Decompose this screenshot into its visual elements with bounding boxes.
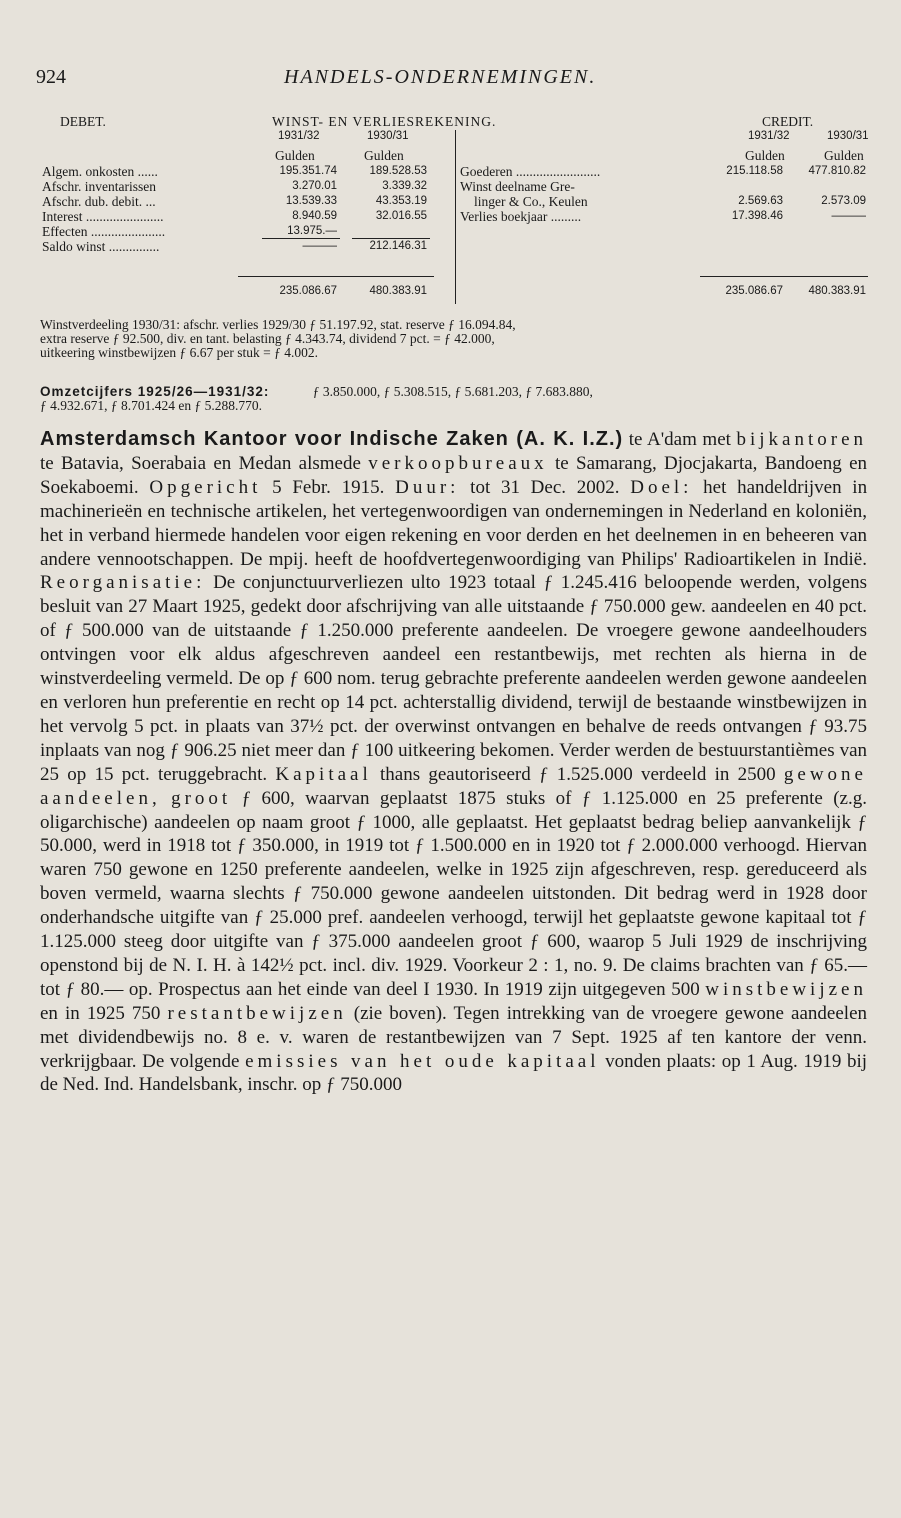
debit-row-value: 212.146.31 [369, 240, 427, 252]
spaced-term: Reorganisatie: [40, 572, 206, 594]
text-run: tot 31 Dec. 2002. [470, 476, 620, 498]
debit-sum-rule-2 [352, 238, 430, 239]
text-run: ƒ 600, waarvan geplaatst 1875 stuks of ƒ 1.125.000 en 25 preferente (z.g. oligarchische) aandeelen op naam groot ƒ 1000, alle geplaatst. Het geplaatst bedrag beliep aanvankelijk ƒ 50.000, werd in 1918 tot ƒ 350.000, in 1919 tot ƒ 1.500.000 en in 1920 tot ƒ 2.000.000 verhoogd. Hiervan waren 750 gewone en 1250 preferente aandeelen, welke in 1925 zijn afgeschreven, resp. gereduceerd als boven vermeld, waarna slechts ƒ 750.000 gewone aandeelen uitstonden. Dit bedrag werd in 1928 door onderhandsche uitgifte van ƒ 25.000 pref. aandeelen verhoogd, terwijl het geplaatste gewone kapitaal tot ƒ 1.125.000 steeg door uitgifte van ƒ 375.000 aandeelen groot ƒ 600, waarop 5 Juli 1929 de inschrijving openstond bij de N. I. H. à 142½ pct. incl. div. 1929. Voorkeur 2 : 1, no. 9. De claims brachten van ƒ 65.— tot ƒ 80.— op. Prospectus aan het einde van deel I 1930. In 1919 zijn uitgegeven 500 [40, 787, 867, 1000]
credit-year-2: 1930/31 [827, 130, 869, 142]
spaced-term: bijkantoren [736, 429, 868, 450]
debit-row-label: Saldo winst ............... [42, 239, 160, 254]
text-run: (zie boven). Tegen intrekking van de vroegere gewone aandeelen met dividendbewijs no. 8 e. v. waren de restantbewijzen van 7 Sept. 1925 af ten kantore der venn. verkrijgbaar. De volgende [40, 1002, 867, 1072]
omzet-label: Omzetcijfers 1925/26—1931/32: [40, 384, 270, 399]
company-entry [40, 428, 867, 1097]
debit-row-label: Effecten ...................... [42, 224, 166, 239]
spaced-term: verkoopbureaux [368, 452, 548, 474]
debit-row-value: 43.353.19 [375, 195, 427, 207]
text-run: 5 Febr. 1915. [272, 476, 385, 498]
debit-year-2: 1930/31 [367, 130, 409, 142]
spaced-term: groot [171, 787, 232, 809]
text-run: vonden plaats: op 1 Aug. 1919 bij de Ned. Ind. Handelsbank, inschr. op ƒ 750.000 [40, 1050, 868, 1096]
debit-row-value: 195.351.74 [279, 165, 337, 177]
text-run: te Batavia, Soerabaia en Medan alsmede [40, 452, 361, 474]
debit-unit-1: Gulden [275, 148, 315, 163]
debit-total-rule [238, 276, 434, 277]
credit-unit-1: Gulden [745, 148, 785, 163]
debit-row-label: Interest ....................... [42, 209, 164, 224]
debit-row-value: 189.528.53 [369, 165, 427, 177]
text-run: en in 1925 750 [40, 1002, 161, 1024]
spaced-term: Kapitaal [275, 763, 372, 785]
text-run: thans geautoriseerd ƒ 1.525.000 verdeeld in 2500 [380, 763, 776, 785]
spaced-term: Duur: [395, 476, 460, 498]
debit-row-label: Algem. onkosten ...... [42, 164, 158, 179]
credit-row-value: 2.573.09 [821, 195, 866, 207]
debit-year-1: 1931/32 [278, 130, 320, 142]
page-number: 924 [36, 66, 66, 88]
credit-row-value: 2.569.63 [738, 195, 783, 207]
spaced-term: Opgericht [149, 476, 262, 498]
credit-row-value: 17.398.46 [731, 210, 783, 222]
credit-row-value: 215.118.58 [726, 165, 783, 177]
credit-row-value: ——— [831, 210, 866, 222]
credit-row-label: Goederen ......................... [460, 164, 601, 179]
debit-row-value: 13.975.— [287, 225, 337, 237]
winstverdeeling-text [40, 318, 867, 360]
table-left-title: DEBET. [60, 114, 106, 129]
credit-row-label: Winst deelname Gre- [460, 179, 575, 194]
spaced-term: emissies van het oude kapitaal [245, 1050, 600, 1072]
debit-row-value: 8.940.59 [292, 210, 337, 222]
credit-row-label: linger & Co., Keulen [474, 194, 588, 209]
debit-sum-rule-1 [262, 238, 340, 239]
debit-row-value: 3.270.01 [292, 180, 337, 192]
debit-total: 480.383.91 [369, 285, 427, 297]
debit-unit-2: Gulden [364, 148, 404, 163]
credit-unit-2: Gulden [824, 148, 864, 163]
spaced-term: Doel: [630, 476, 693, 498]
omzetcijfers-text [40, 385, 867, 413]
spaced-term: winstbewijzen [705, 978, 867, 1000]
table-right-title: CREDIT. [762, 114, 814, 129]
spaced-term: gewone aandeelen, [40, 763, 867, 809]
debit-row-value: 3.339.32 [382, 180, 427, 192]
company-name: Amsterdamsch Kantoor voor Indische Zaken (A. K. I.Z.) [40, 428, 624, 450]
page-header [36, 66, 866, 90]
debit-row-label: Afschr. dub. debit. ... [42, 194, 156, 209]
credit-total: 480.383.91 [808, 285, 866, 297]
credit-total: 235.086.67 [725, 285, 783, 297]
text-line: uitkeering winstbewijzen ƒ 6.67 per stuk = ƒ 4.002. [40, 345, 318, 360]
text-run: te Samarang, Djocjakarta, Bandoeng en Soekaboemi. [40, 452, 867, 498]
text-run: te A'dam met [628, 429, 731, 450]
credit-row-value: 477.810.82 [808, 165, 866, 177]
text-run: De conjunctuurverliezen ulto 1923 totaal ƒ 1.245.416 beloopende werden, volgens besluit van 27 Maart 1925, gedekt door afschrijving van alle uitstaande ƒ 750.000 gew. aandeelen en 40 pct. of ƒ 500.000 van de uitstaande ƒ 1.250.000 preferente aandeelen. De vroegere gewone aandeelhouders ontvingen voor elk aldus afgeschreven aandeel een restantbewijs, met rechten als hierna in de winstverdeeling vermeld. De op ƒ 600 nom. terug gebrachte preferente aandeelen werden gewone aandeelen en verloren hun preferentie en recht op 14 pct. achterstallig dividend, terwijl de bestaande winstbewijzen in het vervolg 5 pct. in plaats van 37½ pct. der overwinst ontvangen en behalve de reeds ontvangen ƒ 93.75 inplaats van nog ƒ 906.25 niet meer dan ƒ 100 uitkeering bekomen. Verder werden de bestuurstantièmes van 25 op 15 pct. teruggebracht. [40, 572, 868, 785]
omzet-values: ƒ 3.850.000, ƒ 5.308.515, ƒ 5.681.203, ƒ 7.683.880, [312, 384, 593, 399]
text-line: Winstverdeeling 1930/31: afschr. verlies 1929/30 ƒ 51.197.92, stat. reserve ƒ 16.094.84, [40, 317, 516, 332]
text-line: extra reserve ƒ 92.500, div. en tant. belasting ƒ 4.343.74, dividend 7 pct. = ƒ 42.000, [40, 331, 495, 346]
debit-total: 235.086.67 [279, 285, 337, 297]
debit-row-value: ——— [302, 240, 337, 252]
omzet-values-cont: ƒ 4.932.671, ƒ 8.701.424 en ƒ 5.288.770. [40, 398, 262, 413]
table-divider [455, 130, 456, 304]
debit-row-label: Afschr. inventarissen [42, 179, 156, 194]
running-title: HANDELS-ONDERNEMINGEN. [284, 66, 597, 88]
table-center-title: WINST- EN VERLIESREKENING. [272, 114, 497, 129]
credit-total-rule [700, 276, 868, 277]
debit-row-value: 32.016.55 [375, 210, 427, 222]
text-run: het handeldrijven in machinerieën en technische artikelen, het vertegenwoordigen van ondernemingen in Nederland en koloniën, het in verband hiermede handelen voor eigen rekening en voor derden en het deelnemen in en beheeren van andere vennootschappen. De mpij. heeft de hoofdvertegenwoordiging van Philips' Radioartikelen in Indië. [40, 476, 868, 570]
spaced-term: restantbewijzen [167, 1002, 347, 1024]
credit-year-1: 1931/32 [748, 130, 790, 142]
debit-row-value: 13.539.33 [285, 195, 337, 207]
credit-row-label: Verlies boekjaar ......... [460, 209, 582, 224]
